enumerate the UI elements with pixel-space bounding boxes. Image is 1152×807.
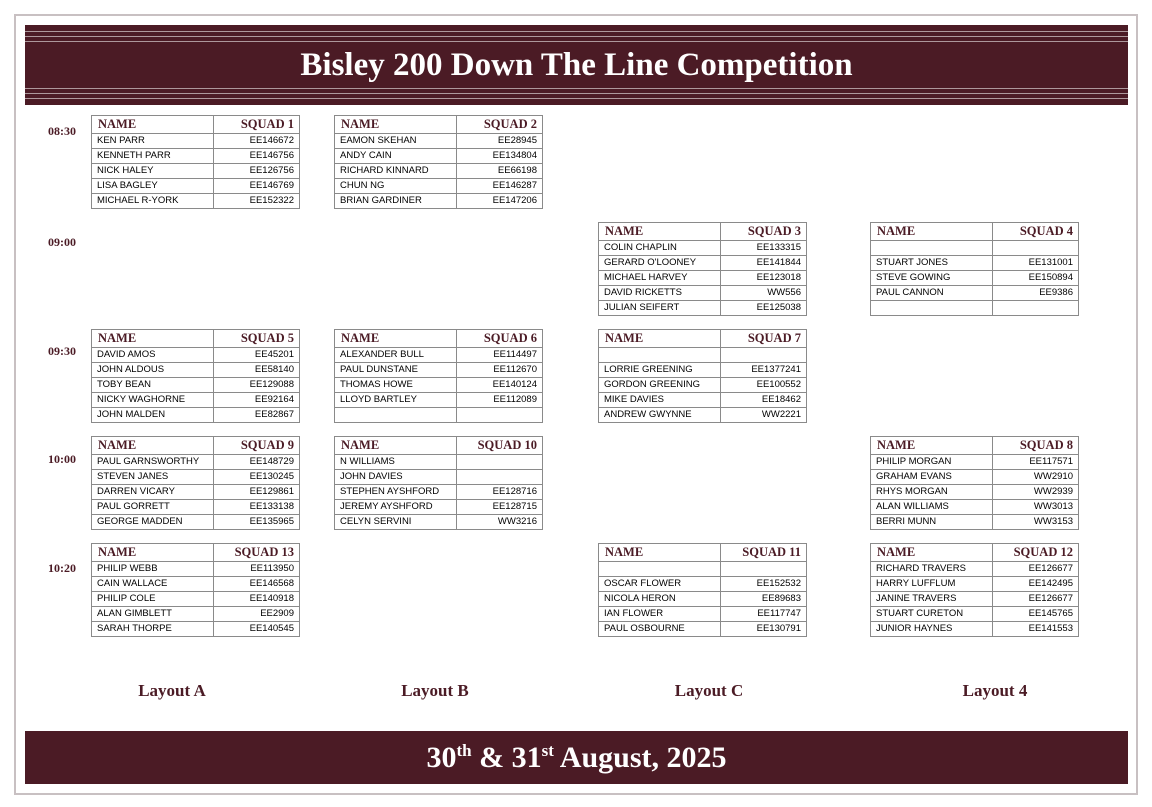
table-row xyxy=(92,408,300,423)
shooter-name: DARREN VICARY xyxy=(92,485,214,500)
shooter-name: LORRIE GREENING xyxy=(599,363,721,378)
table-row xyxy=(599,577,807,592)
member-number: EE140124 xyxy=(457,378,543,393)
member-number xyxy=(721,562,807,577)
shooter-name: PAUL DUNSTANE xyxy=(335,363,457,378)
member-number: EE58140 xyxy=(214,363,300,378)
table-row xyxy=(599,348,807,363)
shooter-name: JOHN DAVIES xyxy=(335,470,457,485)
shooter-name: JOHN MALDEN xyxy=(92,408,214,423)
table-row xyxy=(335,134,543,149)
shooter-name xyxy=(599,348,721,363)
shooter-name: PAUL CANNON xyxy=(871,286,993,301)
shooter-name: STEPHEN AYSHFORD xyxy=(335,485,457,500)
shooter-name: NICKY WAGHORNE xyxy=(92,393,214,408)
shooter-name: ALAN GIMBLETT xyxy=(92,607,214,622)
member-number: EE125038 xyxy=(721,301,807,316)
table-row xyxy=(871,592,1079,607)
squad-table xyxy=(91,115,300,209)
shooter-name xyxy=(335,408,457,423)
shooter-name: ANDY CAIN xyxy=(335,149,457,164)
table-row xyxy=(92,607,300,622)
table-row xyxy=(335,515,543,530)
shooter-name: PHILIP WEBB xyxy=(92,562,214,577)
squad-label: SQUAD 9 xyxy=(214,437,300,455)
squad-label: SQUAD 4 xyxy=(993,223,1079,241)
table-row xyxy=(92,149,300,164)
squad-label: SQUAD 2 xyxy=(457,116,543,134)
shooter-name: THOMAS HOWE xyxy=(335,378,457,393)
member-number: WW556 xyxy=(721,286,807,301)
squad-label: SQUAD 8 xyxy=(993,437,1079,455)
squad-table xyxy=(870,436,1079,530)
member-number: EE112670 xyxy=(457,363,543,378)
shooter-name: DAVID RICKETTS xyxy=(599,286,721,301)
squad-label: SQUAD 11 xyxy=(721,544,807,562)
table-row xyxy=(871,622,1079,637)
table-row xyxy=(871,271,1079,286)
member-number: EE89683 xyxy=(721,592,807,607)
shooter-name: IAN FLOWER xyxy=(599,607,721,622)
shooter-name: OSCAR FLOWER xyxy=(599,577,721,592)
member-number: WW2221 xyxy=(721,408,807,423)
member-number: EE141553 xyxy=(993,622,1079,637)
member-number: EE126677 xyxy=(993,562,1079,577)
table-row xyxy=(335,408,543,423)
shooter-name: STUART CURETON xyxy=(871,607,993,622)
shooter-name: RHYS MORGAN xyxy=(871,485,993,500)
name-header: NAME xyxy=(335,330,457,348)
shooter-name: GRAHAM EVANS xyxy=(871,470,993,485)
shooter-name: STEVE GOWING xyxy=(871,271,993,286)
layout-label-a: Layout A xyxy=(138,681,206,700)
squad-header-row xyxy=(92,116,300,134)
member-number: EE135965 xyxy=(214,515,300,530)
shooter-name: PAUL OSBOURNE xyxy=(599,622,721,637)
shooter-name: ALAN WILLIAMS xyxy=(871,500,993,515)
table-row xyxy=(335,194,543,209)
shooter-name: MIKE DAVIES xyxy=(599,393,721,408)
squad-label: SQUAD 10 xyxy=(457,437,543,455)
member-number xyxy=(721,348,807,363)
squad-table xyxy=(91,543,300,637)
table-row xyxy=(92,622,300,637)
table-row xyxy=(599,592,807,607)
table-row xyxy=(599,408,807,423)
shooter-name: CAIN WALLACE xyxy=(92,577,214,592)
squad-table xyxy=(91,329,300,423)
shooter-name: DAVID AMOS xyxy=(92,348,214,363)
shooter-name: JOHN ALDOUS xyxy=(92,363,214,378)
member-number: EE92164 xyxy=(214,393,300,408)
table-row xyxy=(335,164,543,179)
time-slot: 09:30 xyxy=(48,344,76,358)
member-number: WW3216 xyxy=(457,515,543,530)
shooter-name: JUNIOR HAYNES xyxy=(871,622,993,637)
member-number: EE146672 xyxy=(214,134,300,149)
squad-header-row xyxy=(599,330,807,348)
shooter-name: BRIAN GARDINER xyxy=(335,194,457,209)
squad-header-row xyxy=(871,223,1079,241)
table-row xyxy=(92,179,300,194)
member-number: EE130791 xyxy=(721,622,807,637)
shooter-name: ANDREW GWYNNE xyxy=(599,408,721,423)
time-slot: 09:00 xyxy=(48,235,76,249)
shooter-name: JEREMY AYSHFORD xyxy=(335,500,457,515)
time-slot: 08:30 xyxy=(48,124,76,138)
member-number: EE117747 xyxy=(721,607,807,622)
table-row xyxy=(871,470,1079,485)
squad-label: SQUAD 5 xyxy=(214,330,300,348)
member-number: EE140545 xyxy=(214,622,300,637)
member-number: EE142495 xyxy=(993,577,1079,592)
member-number: EE28945 xyxy=(457,134,543,149)
member-number: EE126677 xyxy=(993,592,1079,607)
name-header: NAME xyxy=(871,544,993,562)
page-title: Bisley 200 Down The Line Competition xyxy=(300,46,853,83)
squad-table xyxy=(334,436,543,530)
member-number xyxy=(993,241,1079,256)
shooter-name: CHUN NG xyxy=(335,179,457,194)
shooter-name: SARAH THORPE xyxy=(92,622,214,637)
squad-header-row xyxy=(92,437,300,455)
table-row xyxy=(871,455,1079,470)
shooter-name: MICHAEL HARVEY xyxy=(599,271,721,286)
table-row xyxy=(871,515,1079,530)
shooter-name: PHILIP MORGAN xyxy=(871,455,993,470)
member-number: EE126756 xyxy=(214,164,300,179)
member-number: EE145765 xyxy=(993,607,1079,622)
table-row xyxy=(335,179,543,194)
member-number: EE45201 xyxy=(214,348,300,363)
squad-header-row xyxy=(92,544,300,562)
shooter-name: KEN PARR xyxy=(92,134,214,149)
table-row xyxy=(599,286,807,301)
name-header: NAME xyxy=(92,116,214,134)
shooter-name xyxy=(871,241,993,256)
squad-header-row xyxy=(871,437,1079,455)
shooter-name: EAMON SKEHAN xyxy=(335,134,457,149)
time-slot: 10:00 xyxy=(48,452,76,466)
member-number: EE146756 xyxy=(214,149,300,164)
table-row xyxy=(871,607,1079,622)
table-row xyxy=(599,562,807,577)
table-row xyxy=(871,241,1079,256)
squad-header-row xyxy=(335,330,543,348)
shooter-name: JULIAN SEIFERT xyxy=(599,301,721,316)
table-row xyxy=(92,577,300,592)
table-row xyxy=(599,607,807,622)
member-number: EE112089 xyxy=(457,393,543,408)
table-row xyxy=(599,301,807,316)
table-row xyxy=(92,363,300,378)
shooter-name: CELYN SERVINI xyxy=(335,515,457,530)
squad-label: SQUAD 3 xyxy=(721,223,807,241)
member-number: EE150894 xyxy=(993,271,1079,286)
shooter-name: BERRI MUNN xyxy=(871,515,993,530)
member-number: EE152322 xyxy=(214,194,300,209)
time-slot: 10:20 xyxy=(48,561,76,575)
table-row xyxy=(92,500,300,515)
member-number: EE129088 xyxy=(214,378,300,393)
squad-header-row xyxy=(92,330,300,348)
table-row xyxy=(335,500,543,515)
squad-table xyxy=(598,222,807,316)
member-number: EE113950 xyxy=(214,562,300,577)
shooter-name: HARRY LUFFLUM xyxy=(871,577,993,592)
squad-table xyxy=(598,329,807,423)
member-number: EE146287 xyxy=(457,179,543,194)
member-number: EE129861 xyxy=(214,485,300,500)
table-row xyxy=(335,393,543,408)
squad-header-row xyxy=(335,116,543,134)
shooter-name: ALEXANDER BULL xyxy=(335,348,457,363)
squad-table xyxy=(334,115,543,209)
table-row xyxy=(92,378,300,393)
name-header: NAME xyxy=(871,223,993,241)
table-row xyxy=(335,378,543,393)
table-row xyxy=(599,622,807,637)
member-number: EE2909 xyxy=(214,607,300,622)
member-number xyxy=(457,408,543,423)
shooter-name: LISA BAGLEY xyxy=(92,179,214,194)
table-row xyxy=(871,485,1079,500)
squad-table xyxy=(870,222,1079,316)
squad-header-row xyxy=(871,544,1079,562)
table-row xyxy=(871,577,1079,592)
table-row xyxy=(871,500,1079,515)
table-row xyxy=(335,348,543,363)
name-header: NAME xyxy=(335,116,457,134)
member-number: EE1377241 xyxy=(721,363,807,378)
member-number: EE130245 xyxy=(214,470,300,485)
member-number: EE128715 xyxy=(457,500,543,515)
shooter-name: GORDON GREENING xyxy=(599,378,721,393)
shooter-name: N WILLIAMS xyxy=(335,455,457,470)
member-number: EE128716 xyxy=(457,485,543,500)
table-row xyxy=(92,164,300,179)
member-number: EE133138 xyxy=(214,500,300,515)
squad-label: SQUAD 1 xyxy=(214,116,300,134)
table-row xyxy=(335,149,543,164)
table-row xyxy=(599,363,807,378)
shooter-name: TOBY BEAN xyxy=(92,378,214,393)
table-row xyxy=(92,348,300,363)
date-banner xyxy=(25,731,1128,784)
member-number: EE146568 xyxy=(214,577,300,592)
name-header: NAME xyxy=(599,330,721,348)
squad-header-row xyxy=(599,544,807,562)
member-number: EE123018 xyxy=(721,271,807,286)
table-row xyxy=(92,562,300,577)
shooter-name: MICHAEL R-YORK xyxy=(92,194,214,209)
shooter-name xyxy=(871,301,993,316)
table-row xyxy=(92,515,300,530)
squad-header-row xyxy=(599,223,807,241)
shooter-name: NICOLA HERON xyxy=(599,592,721,607)
table-row xyxy=(92,455,300,470)
shooter-name: GEORGE MADDEN xyxy=(92,515,214,530)
member-number: EE133315 xyxy=(721,241,807,256)
table-row xyxy=(871,562,1079,577)
table-row xyxy=(871,256,1079,271)
shooter-name xyxy=(599,562,721,577)
table-row xyxy=(599,393,807,408)
table-row xyxy=(92,592,300,607)
member-number: WW3013 xyxy=(993,500,1079,515)
table-row xyxy=(871,301,1079,316)
table-row xyxy=(335,363,543,378)
layout-label-b: Layout B xyxy=(401,681,469,700)
shooter-name: PAUL GARNSWORTHY xyxy=(92,455,214,470)
shooter-name: LLOYD BARTLEY xyxy=(335,393,457,408)
name-header: NAME xyxy=(599,544,721,562)
member-number xyxy=(457,455,543,470)
table-row xyxy=(92,194,300,209)
squad-table xyxy=(334,329,543,423)
squad-header-row xyxy=(335,437,543,455)
table-row xyxy=(599,241,807,256)
layout-label-c: Layout C xyxy=(674,681,744,700)
shooter-name: RICHARD TRAVERS xyxy=(871,562,993,577)
member-number xyxy=(457,470,543,485)
squad-table xyxy=(870,543,1079,637)
member-number: EE134804 xyxy=(457,149,543,164)
member-number: EE148729 xyxy=(214,455,300,470)
name-header: NAME xyxy=(335,437,457,455)
name-header: NAME xyxy=(599,223,721,241)
name-header: NAME xyxy=(92,330,214,348)
shooter-name: COLIN CHAPLIN xyxy=(599,241,721,256)
member-number: EE9386 xyxy=(993,286,1079,301)
squad-label: SQUAD 7 xyxy=(721,330,807,348)
name-header: NAME xyxy=(92,544,214,562)
table-row xyxy=(871,286,1079,301)
table-row xyxy=(599,378,807,393)
member-number: WW2910 xyxy=(993,470,1079,485)
member-number: WW2939 xyxy=(993,485,1079,500)
event-date: 30th & 31st August, 2025 xyxy=(426,740,727,774)
table-row xyxy=(335,485,543,500)
member-number: EE152532 xyxy=(721,577,807,592)
member-number: EE147206 xyxy=(457,194,543,209)
member-number: EE131001 xyxy=(993,256,1079,271)
table-row xyxy=(335,470,543,485)
member-number: EE140918 xyxy=(214,592,300,607)
member-number: EE100552 xyxy=(721,378,807,393)
squad-label: SQUAD 13 xyxy=(214,544,300,562)
layout-label-4: Layout 4 xyxy=(962,681,1028,700)
table-row xyxy=(92,470,300,485)
shooter-name: PHILIP COLE xyxy=(92,592,214,607)
member-number: EE141844 xyxy=(721,256,807,271)
shooter-name: NICK HALEY xyxy=(92,164,214,179)
shooter-name: JANINE TRAVERS xyxy=(871,592,993,607)
member-number: EE82867 xyxy=(214,408,300,423)
member-number: EE18462 xyxy=(721,393,807,408)
member-number: EE117571 xyxy=(993,455,1079,470)
member-number: EE66198 xyxy=(457,164,543,179)
shooter-name: STUART JONES xyxy=(871,256,993,271)
shooter-name: RICHARD KINNARD xyxy=(335,164,457,179)
squad-label: SQUAD 6 xyxy=(457,330,543,348)
shooter-name: PAUL GORRETT xyxy=(92,500,214,515)
table-row xyxy=(599,271,807,286)
table-row xyxy=(599,256,807,271)
member-number: WW3153 xyxy=(993,515,1079,530)
table-row xyxy=(92,485,300,500)
name-header: NAME xyxy=(92,437,214,455)
member-number: EE146769 xyxy=(214,179,300,194)
shooter-name: GERARD O'LOONEY xyxy=(599,256,721,271)
table-row xyxy=(335,455,543,470)
table-row xyxy=(92,393,300,408)
shooter-name: KENNETH PARR xyxy=(92,149,214,164)
squad-label: SQUAD 12 xyxy=(993,544,1079,562)
squad-table xyxy=(598,543,807,637)
table-row xyxy=(92,134,300,149)
shooter-name: STEVEN JANES xyxy=(92,470,214,485)
squad-table xyxy=(91,436,300,530)
title-banner xyxy=(25,25,1128,105)
member-number xyxy=(993,301,1079,316)
name-header: NAME xyxy=(871,437,993,455)
member-number: EE114497 xyxy=(457,348,543,363)
